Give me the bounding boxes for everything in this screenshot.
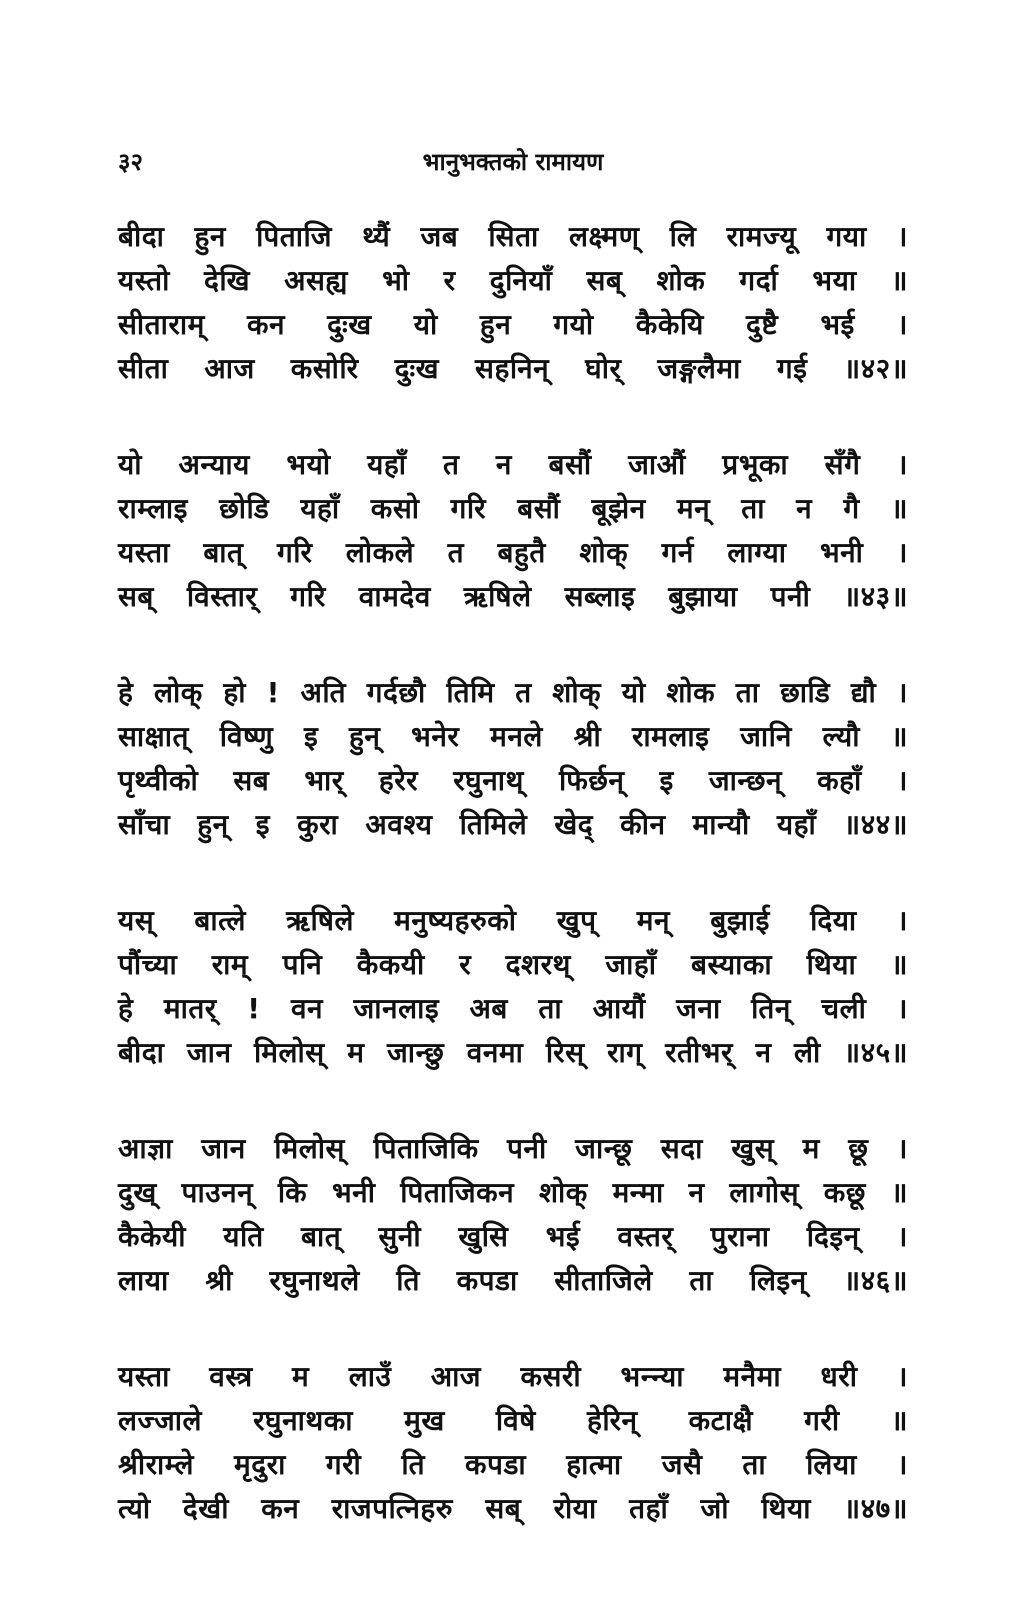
verse-line: साक्षात् विष्णु इ हुन् भनेर मनले श्री रामलाइ जानि ल्यौ ॥ bbox=[118, 720, 908, 753]
verse-line: सीताराम् कन दुःख यो हुन गयो कैकेयि दुष्टै भई । bbox=[118, 308, 908, 341]
stanza-45 bbox=[118, 899, 908, 1075]
stanza-44 bbox=[118, 671, 908, 847]
page-header bbox=[118, 146, 908, 186]
stanza-46 bbox=[118, 1127, 908, 1303]
verse-line: यो अन्याय भयो यहाँ त न बसौं जाऔं प्रभूका सँगै । bbox=[118, 448, 908, 481]
verse-line: कैकेयी यति बात् सुनी खुसि भई वस्तर् पुराना दिइन् । bbox=[118, 1220, 908, 1253]
stanza-43 bbox=[118, 443, 908, 619]
verse-line: लज्जाले रघुनाथका मुख विषे हेरिन् कटाक्षै गरी ॥ bbox=[118, 1404, 908, 1437]
verse-line: बीदा हुन पिताजि थ्यैं जब सिता लक्ष्मण् लि रामज्यू गया । bbox=[118, 220, 908, 253]
stanza-42 bbox=[118, 215, 908, 391]
verse-line: लाया श्री रघुनाथले ति कपडा सीताजिले ता लिइन् ॥४६॥ bbox=[118, 1264, 908, 1297]
verse-body bbox=[118, 215, 908, 1583]
page-number: ३२ bbox=[118, 148, 143, 176]
running-title: भानुभक्तको रामायण bbox=[422, 148, 604, 176]
verse-line: श्रीराम्ले मृदुरा गरी ति कपडा हात्मा जसै ता लिया । bbox=[118, 1448, 908, 1481]
stanza-47 bbox=[118, 1355, 908, 1531]
verse-line: त्यो देखी कन राजपत्निहरु सब् रोया तहाँ जो थिया ॥४७॥ bbox=[118, 1492, 908, 1525]
verse-line: पृथ्वीको सब भार् हरेर रघुनाथ् फिर्छन् इ जान्छन् कहाँ । bbox=[118, 764, 908, 797]
verse-line: यस्ता वस्त्र म लाउँ आज कसरी भन्न्या मनैमा धरी । bbox=[118, 1360, 908, 1393]
verse-line: हे लोक् हो ! अति गर्दछौ तिमि त शोक् यो शोक ता छाडि द्यौ । bbox=[118, 676, 908, 709]
verse-line: साँचा हुन् इ कुरा अवश्य तिमिले खेद् कीन मान्यौ यहाँ ॥४४॥ bbox=[118, 808, 908, 841]
verse-line: सीता आज कसोरि दुःख सहनिन् घोर् जङ्गलैमा गई ॥४२॥ bbox=[118, 352, 908, 385]
verse-line: दुख् पाउनन् कि भनी पिताजिकन शोक् मन्मा न लागोस् कछू ॥ bbox=[118, 1176, 908, 1209]
verse-line: आज्ञा जान मिलोस् पिताजिकि पनी जान्छू सदा खुस् म छू । bbox=[118, 1132, 908, 1165]
verse-line: यस्तो देखि असह्य भो र दुनियाँ सब् शोक गर्दा भया ॥ bbox=[118, 264, 908, 297]
verse-line: यस्ता बात् गरि लोकले त बहुतै शोक् गर्न लाग्या भनी । bbox=[118, 536, 908, 569]
verse-line: सब् विस्तार् गरि वामदेव ऋषिले सब्लाइ बुझाया पनी ॥४३॥ bbox=[118, 580, 908, 613]
verse-line: बीदा जान मिलोस् म जान्छु वनमा रिस् राग् रतीभर् न ली ॥४५॥ bbox=[118, 1036, 908, 1069]
verse-line: पौंच्या राम् पनि कैकयी र दशरथ् जाहाँ बस्याका थिया ॥ bbox=[118, 948, 908, 981]
verse-line: हे मातर् ! वन जानलाइ अब ता आयौं जना तिन् चली । bbox=[118, 992, 908, 1025]
verse-line: यस् बात्ले ऋषिले मनुष्यहरुको खुप् मन् बुझाई दिया । bbox=[118, 904, 908, 937]
verse-line: राम्लाइ छोडि यहाँ कसो गरि बसौं बूझेन मन् ता न गै ॥ bbox=[118, 492, 908, 525]
